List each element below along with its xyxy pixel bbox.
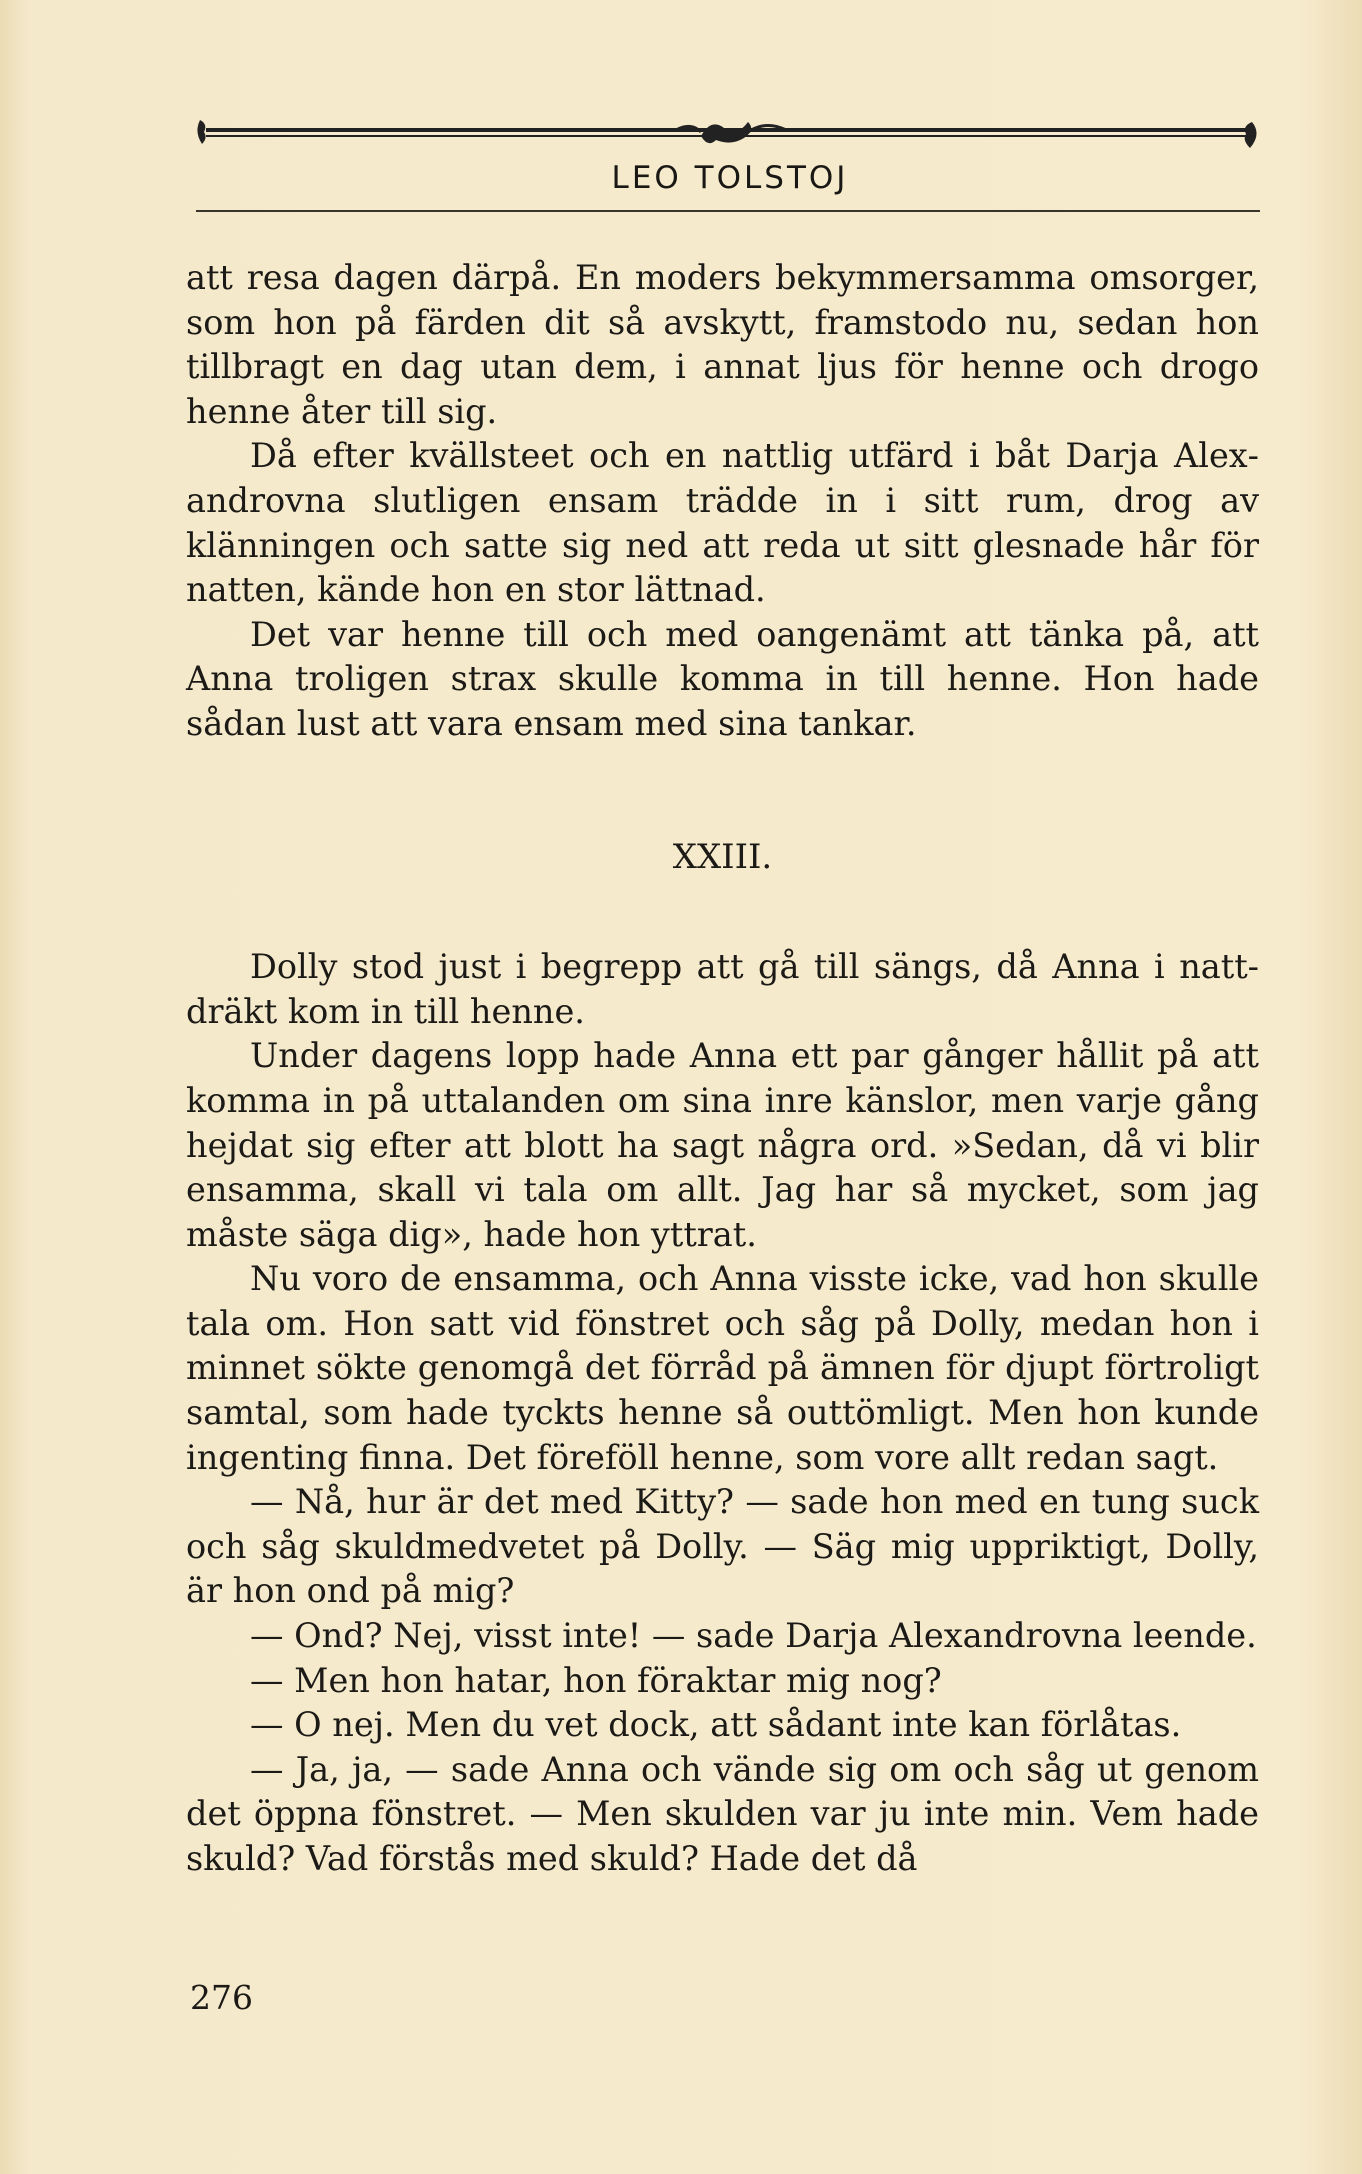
paragraph: Då efter kvällsteet och en nattlig utfärd i båt Darja Alexandrovna slutligen ensam trädde in i sitt rum, drog av klänningen och satte sig ned att reda ut sitt glesnade hår för natten, kände hon en stor lättnad. (186, 436, 1259, 610)
body-text (186, 256, 1259, 1882)
dialogue-line: — Nå, hur är det med Kitty? — sade hon med en tung suck och såg skuldmedvetet på Dolly. — Säg mig uppriktigt, Dolly, är hon ond på mig? (186, 1482, 1259, 1611)
paragraph: Det var henne till och med oangenämt att tänka på, att Anna troligen strax skulle komma in till henne. Hon hade sådan lust att vara ensam med sina tankar. (186, 614, 1259, 743)
paragraph: Under dagens lopp hade Anna ett par gånger hållit på att komma in på uttalanden om sina inre känslor, men varje gång hejdat sig efter att blott ha sagt några ord. »Sedan, då vi blir ensamma, skall vi tala om allt. Jag har så mycket, som jag måste säga dig», hade hon yttrat. (186, 1036, 1259, 1254)
paragraph: Dolly stod just i begrepp att gå till sängs, då Anna i nattdräkt kom in till henne. (186, 947, 1259, 1031)
paragraph: Nu voro de ensamma, och Anna visste icke, vad hon skulle tala om. Hon satt vid fönstret och såg på Dolly, medan hon i minnet sökte genomgå det förråd på ämnen för djupt förtroligt samtal, som hade tyckts henne så outtömligt. Men hon kunde ingenting finna. Det föreföll henne, som vore allt redan sagt. (186, 1259, 1259, 1477)
dialogue-line: — Men hon hatar, hon föraktar mig nog? (250, 1660, 942, 1700)
dialogue-line: — Ja, ja, — sade Anna och vände sig om och såg ut genom det öppna fönstret. — Men skulden var ju inte min. Vem hade skuld? Vad förstås med skuld? Hade det då (186, 1749, 1259, 1878)
page-number: 276 (190, 1978, 253, 2017)
header-ornament (196, 108, 1258, 158)
dialogue-line: — Ond? Nej, visst inte! — sade Darja Alexandrovna leende. (250, 1616, 1257, 1656)
dialogue-line: — O nej. Men du vet dock, att sådant inte kan förlåtas. (250, 1705, 1182, 1745)
chapter-heading: XXIII. (672, 836, 773, 877)
running-title: LEO TOLSTOJ (611, 160, 849, 196)
paragraph: att resa dagen därpå. En moders bekymmersamma omsorger, som hon på färden dit så avskytt, framstodo nu, sedan hon tillbragt en dag utan dem, i annat ljus för henne och drogo henne åter till sig. (186, 258, 1259, 431)
header-rule (196, 210, 1260, 212)
